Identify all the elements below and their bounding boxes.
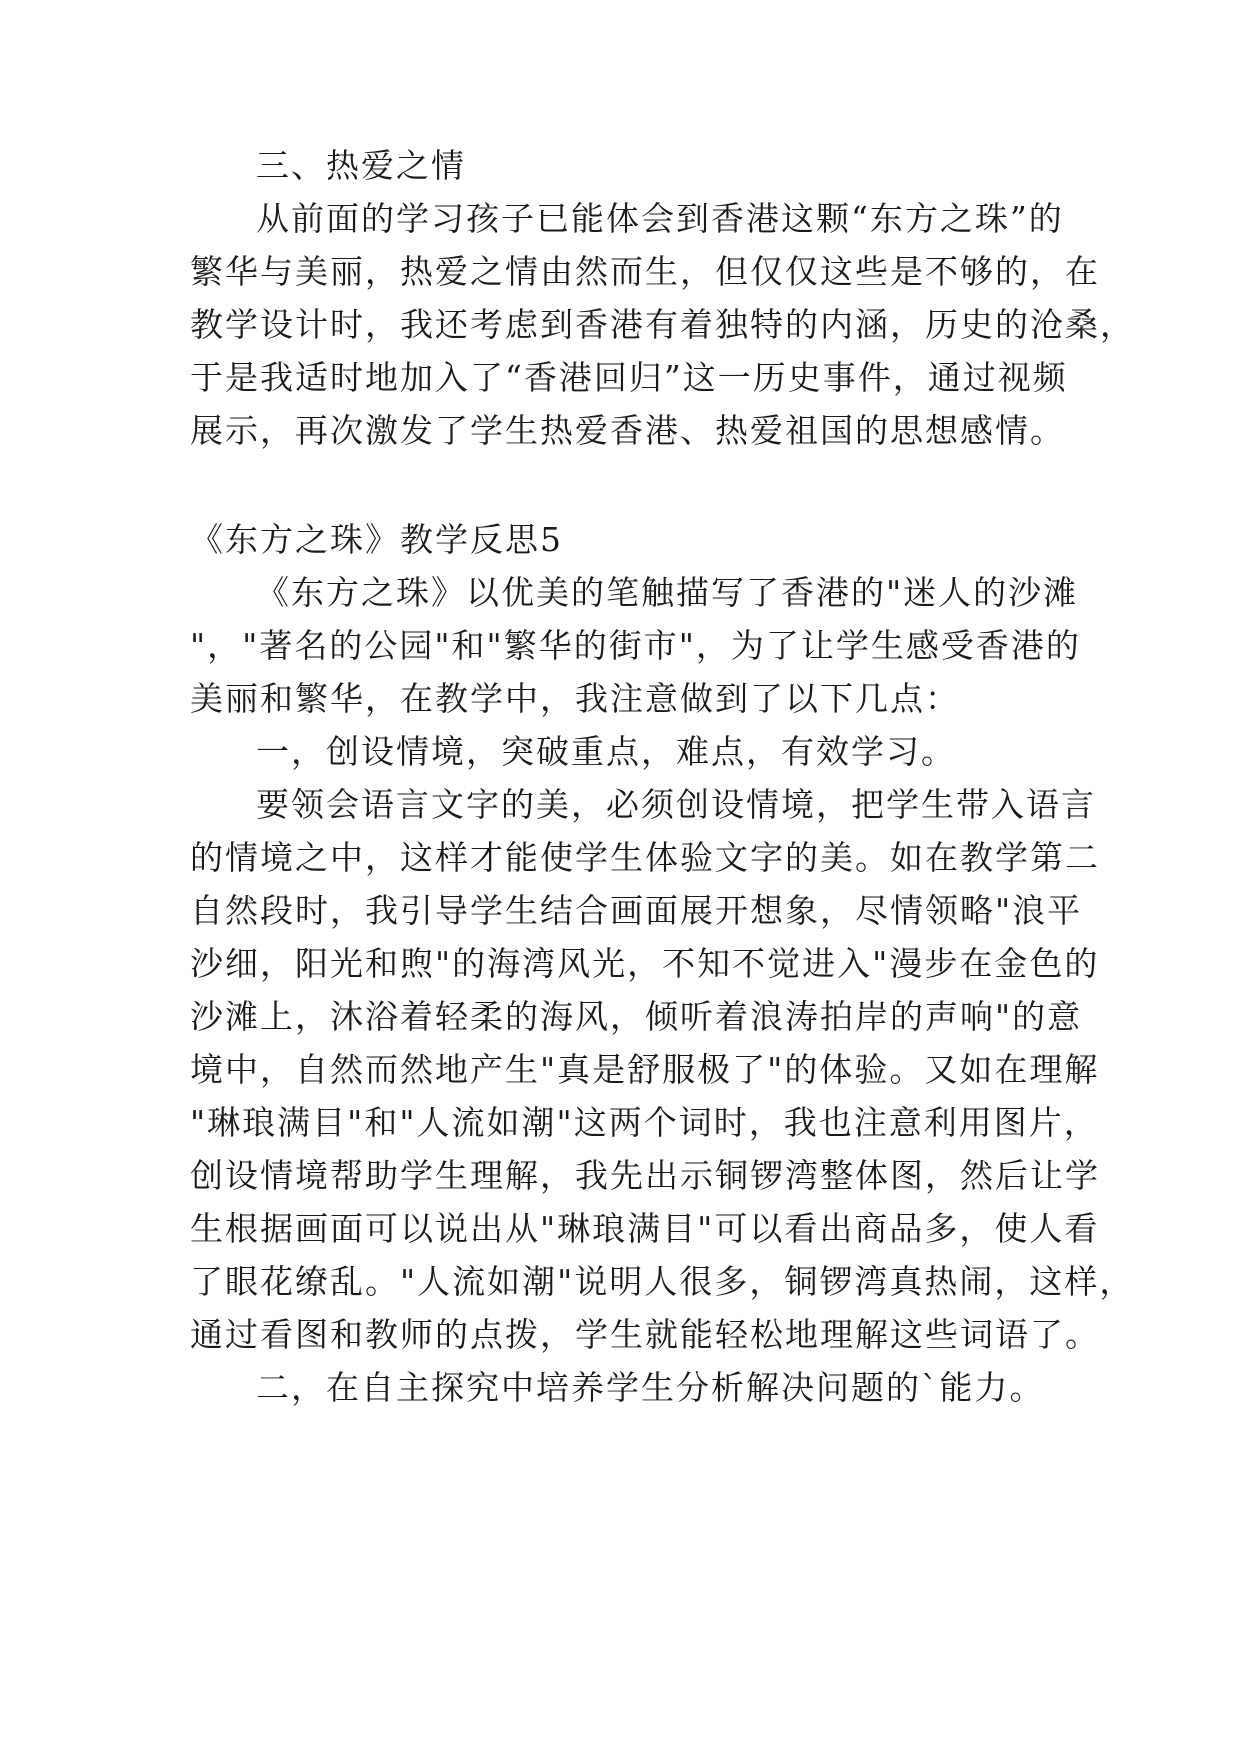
paragraph-line: 的情境之中，这样才能使学生体验文字的美。如在教学第二 [190, 838, 1100, 877]
paragraph-line: 通过看图和教师的点拨，学生就能轻松地理解这些词语了。 [190, 1315, 1100, 1354]
paragraph-line: 于是我适时地加入了“香港回归”这一历史事件，通过视频 [190, 358, 1068, 397]
paragraph-line: 《东方之珠》以优美的笔触描写了香港的"迷人的沙滩 [256, 573, 1079, 612]
point-heading: 一，创设情境，突破重点，难点，有效学习。 [256, 732, 956, 771]
paragraph-line: 繁华与美丽，热爱之情由然而生，但仅仅这些是不够的，在 [190, 252, 1100, 291]
paragraph-line: 了眼花缭乱。"人流如潮"说明人很多，铜锣湾真热闹，这样， [190, 1262, 1135, 1301]
paragraph-line: 自然段时，我引导学生结合画面展开想象，尽情领略"浪平 [190, 891, 1083, 930]
paragraph-line: 美丽和繁华，在教学中，我注意做到了以下几点： [190, 679, 960, 718]
paragraph-line: 沙滩上，沐浴着轻柔的海风，倾听着浪涛拍岸的声响"的意 [190, 997, 1083, 1036]
paragraph-line: 从前面的学习孩子已能体会到香港这颗“东方之珠”的 [256, 199, 1064, 238]
paragraph-line: 要领会语言文字的美，必须创设情境，把学生带入语言 [256, 785, 1096, 824]
paragraph-line: 教学设计时，我还考虑到香港有着独特的内涵，历史的沧桑， [190, 305, 1135, 344]
paragraph-line: 展示，再次激发了学生热爱香港、热爱祖国的思想感情。 [190, 411, 1065, 450]
paragraph-line: 沙细，阳光和煦"的海湾风光，不知不觉进入"漫步在金色的 [190, 944, 1100, 983]
paragraph-line: "琳琅满目"和"人流如潮"这两个词时，我也注意利用图片， [190, 1103, 1099, 1142]
paragraph-line: 生根据画面可以说出从"琳琅满目"可以看出商品多，使人看 [190, 1209, 1100, 1248]
section-heading: 三、热爱之情 [256, 146, 466, 185]
point-heading: 二，在自主探究中培养学生分析解决问题的`能力。 [256, 1368, 1045, 1407]
article-title: 《东方之珠》教学反思5 [190, 520, 563, 559]
paragraph-line: 创设情境帮助学生理解，我先出示铜锣湾整体图，然后让学 [190, 1156, 1100, 1195]
paragraph-line: 境中，自然而然地产生"真是舒服极了"的体验。又如在理解 [190, 1050, 1100, 1089]
paragraph-line: "，"著名的公园"和"繁华的街市"，为了让学生感受香港的 [190, 626, 1081, 665]
